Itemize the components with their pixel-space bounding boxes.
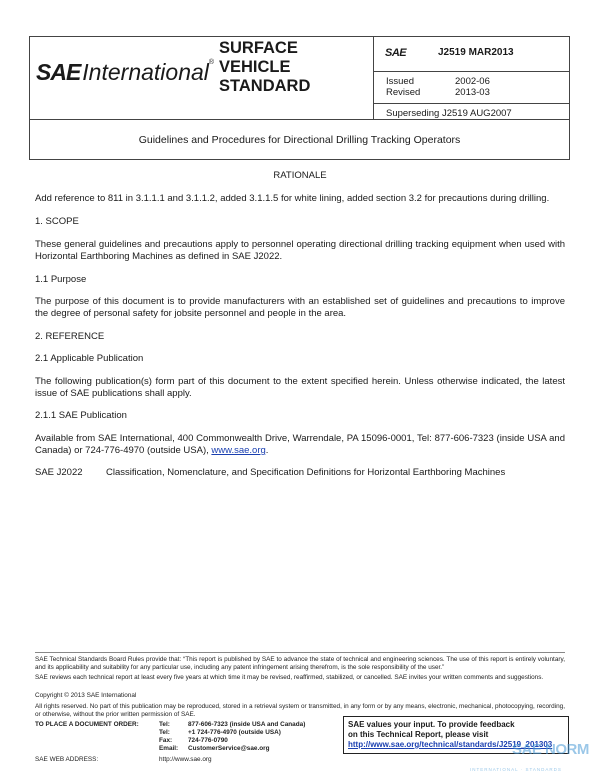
reference-title: Classification, Nomenclature, and Specification Definitions for Horizontal Earthboring Machines: [106, 467, 506, 478]
revised-value: 2013-03: [455, 87, 490, 98]
header-divider-2: [373, 103, 569, 104]
scope-heading: 1. SCOPE: [35, 216, 79, 227]
fax-label: Fax:: [159, 737, 173, 744]
tel-label: Tel:: [159, 721, 170, 728]
header-divider-1: [373, 71, 569, 72]
fax-value: 724-776-0790: [188, 737, 228, 744]
document-header: [29, 36, 570, 120]
issued-value: 2002-06: [455, 76, 490, 87]
web-value[interactable]: http://www.sae.org: [159, 756, 212, 763]
rights-text: All rights reserved. No part of this publication may be reproduced, stored in a retrieval system or transmitted, in any form or by any means, electronic, mechanical, photocopying, recording, or otherwise, without the prior written permission of SAE.: [35, 703, 565, 718]
applicable-text: The following publication(s) form part of this document to the extent specified herein. Unless otherwise indicated, the latest issue of SAE publications shall apply.: [35, 376, 565, 399]
reference-heading: 2. REFERENCE: [35, 331, 105, 342]
feedback-link[interactable]: http://www.sae.org/technical/standards/J2519_201303: [348, 740, 553, 749]
tel2-label: Tel:: [159, 729, 170, 736]
sae-mini-logo: SAE: [385, 47, 407, 59]
sae-international-logo: SAEInternational®: [36, 59, 215, 85]
review-text: SAE reviews each technical report at least every five years at which time it may be revised, reaffirmed, stabilized, or cancelled. SAE invites your written comments and suggestions.: [35, 674, 544, 681]
scope-text: These general guidelines and precautions apply to personnel operating directional drilling tracking equipment when used with Horizontal Earthboring Machines as defined in SAE J2022.: [35, 239, 565, 262]
email-label: Email:: [159, 745, 179, 752]
email-value[interactable]: CustomerService@sae.org: [188, 745, 270, 752]
purpose-heading: 1.1 Purpose: [35, 274, 87, 285]
reference-code: SAE J2022: [35, 467, 83, 478]
order-label: TO PLACE A DOCUMENT ORDER:: [35, 721, 139, 728]
revised-label: Revised: [386, 87, 421, 98]
rationale-heading: RATIONALE: [273, 170, 327, 181]
document-number: J2519 MAR2013: [438, 47, 514, 58]
header-divider-vertical: [373, 37, 374, 119]
sae-publication-text: Available from SAE International, 400 Commonwealth Drive, Warrendale, PA 15096-0001, Tel: 877-606-7323 (inside USA and Canada) or 724-776-4970 (outside USA), www.sae.org.: [35, 433, 565, 456]
watermark-text: SAE NORM: [512, 741, 589, 758]
copyright: Copyright © 2013 SAE International: [35, 692, 137, 699]
footer-rule: [35, 652, 565, 653]
watermark-sub: INTERNATIONAL · STANDARDS: [470, 767, 562, 772]
superseding-note: Superseding J2519 AUG2007: [386, 108, 512, 119]
purpose-text: The purpose of this document is to provide manufacturers with an established set of guidelines and precautions to improve the degree of personal safety for jobsite personnel and people in the area.: [35, 296, 565, 319]
feedback-box: SAE values your input. To provide feedback on this Technical Report, please visit http://www.sae.org/technical/standards/J2519_201303: [343, 716, 569, 754]
issued-label: Issued: [386, 76, 414, 87]
document-title: Guidelines and Procedures for Directional Drilling Tracking Operators: [29, 120, 570, 160]
standard-type: SURFACE VEHICLE STANDARD: [219, 39, 311, 95]
sae-website-link[interactable]: www.sae.org: [211, 445, 266, 456]
rationale-text: Add reference to 811 in 3.1.1.1 and 3.1.1.2, added 3.1.1.5 for white lining, added section 3.2 for precautions during drilling.: [35, 193, 550, 204]
web-label: SAE WEB ADDRESS:: [35, 756, 99, 763]
sae-publication-heading: 2.1.1 SAE Publication: [35, 410, 127, 421]
board-rules-text: SAE Technical Standards Board Rules provide that: “This report is published by SAE to advance the state of technical and engineering sciences. The use of this report is entirely voluntary, and its applicability and suitability for any particular use, including any patent infringement arising therefrom, is the sole responsibility of the user.”: [35, 656, 565, 671]
applicable-heading: 2.1 Applicable Publication: [35, 353, 144, 364]
tel-value: 877-606-7323 (inside USA and Canada): [188, 721, 306, 728]
tel2-value: +1 724-776-4970 (outside USA): [188, 729, 281, 736]
